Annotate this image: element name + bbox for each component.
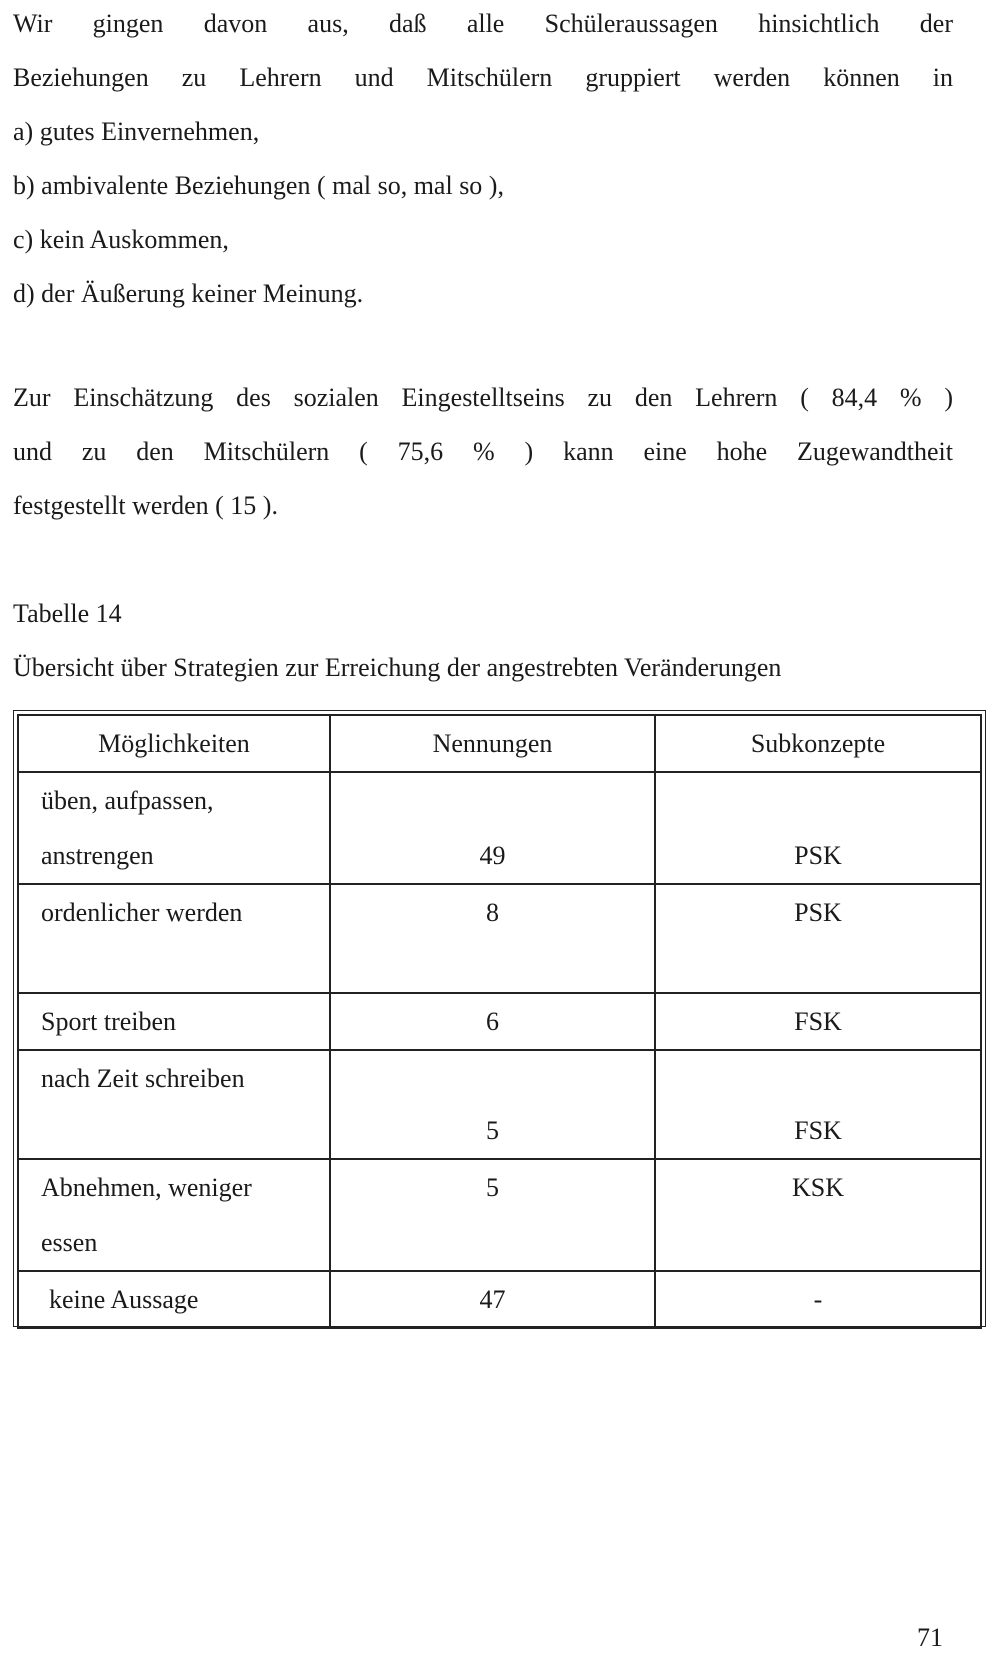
- strategies-table: [17, 714, 982, 1329]
- table-row: [18, 1050, 981, 1159]
- cell-text: essen: [41, 1228, 98, 1257]
- table-header-row: [18, 715, 981, 772]
- header-subkonzepte: Subkonzepte: [655, 715, 981, 772]
- list-item-a: a) gutes Einvernehmen,: [13, 117, 260, 146]
- cell-subkonzept: -: [655, 1271, 981, 1328]
- cell-nennungen: 8: [330, 884, 655, 993]
- table-caption: Übersicht über Strategien zur Erreichung der angestrebten Veränderungen: [13, 653, 782, 682]
- list-item-c: c) kein Auskommen,: [13, 225, 229, 254]
- header-nennungen: Nennungen: [330, 715, 655, 772]
- table-frame: [13, 710, 986, 1327]
- cell-subkonzept: FSK: [655, 993, 981, 1050]
- cell-moeglichkeit: nach Zeit schreiben: [18, 1050, 330, 1159]
- cell-moeglichkeit: [18, 772, 330, 884]
- paragraph-2-line-1: Zur Einschätzung des sozialen Eingestelltseins zu den Lehrern ( 84,4 % ): [13, 383, 953, 412]
- paragraph-2-line-3: festgestellt werden ( 15 ).: [13, 491, 278, 520]
- cell-subkonzept: KSK: [655, 1159, 981, 1271]
- table-row: [18, 1271, 981, 1328]
- page-number: 71: [917, 1623, 943, 1652]
- cell-nennungen: 47: [330, 1271, 655, 1328]
- cell-text: üben, aufpassen,: [41, 786, 214, 815]
- paragraph-2-line-2: und zu den Mitschülern ( 75,6 % ) kann eine hohe Zugewandtheit: [13, 437, 953, 466]
- table-row: [18, 1159, 981, 1271]
- cell-text: anstrengen: [41, 841, 154, 870]
- list-item-b: b) ambivalente Beziehungen ( mal so, mal so ),: [13, 171, 504, 200]
- cell-moeglichkeit: keine Aussage: [18, 1271, 330, 1328]
- cell-nennungen: 6: [330, 993, 655, 1050]
- cell-moeglichkeit: [18, 1159, 330, 1271]
- table-row: [18, 993, 981, 1050]
- header-moeglichkeiten: Möglichkeiten: [18, 715, 330, 772]
- cell-nennungen: 5: [330, 1159, 655, 1271]
- paragraph-1-line-2: Beziehungen zu Lehrern und Mitschülern gruppiert werden können in: [13, 63, 953, 92]
- table-label: Tabelle 14: [13, 599, 122, 628]
- cell-moeglichkeit: Sport treiben: [18, 993, 330, 1050]
- cell-subkonzept: FSK: [655, 1050, 981, 1159]
- cell-moeglichkeit: ordenlicher werden: [18, 884, 330, 993]
- cell-subkonzept: PSK: [655, 884, 981, 993]
- cell-text: Abnehmen, weniger: [41, 1173, 252, 1202]
- cell-nennungen: 5: [330, 1050, 655, 1159]
- table-row: [18, 884, 981, 993]
- list-item-d: d) der Äußerung keiner Meinung.: [13, 279, 364, 308]
- table-row: [18, 772, 981, 884]
- cell-subkonzept: PSK: [655, 772, 981, 884]
- paragraph-1-line-1: Wir gingen davon aus, daß alle Schüleraussagen hinsichtlich der: [13, 9, 953, 38]
- cell-nennungen: 49: [330, 772, 655, 884]
